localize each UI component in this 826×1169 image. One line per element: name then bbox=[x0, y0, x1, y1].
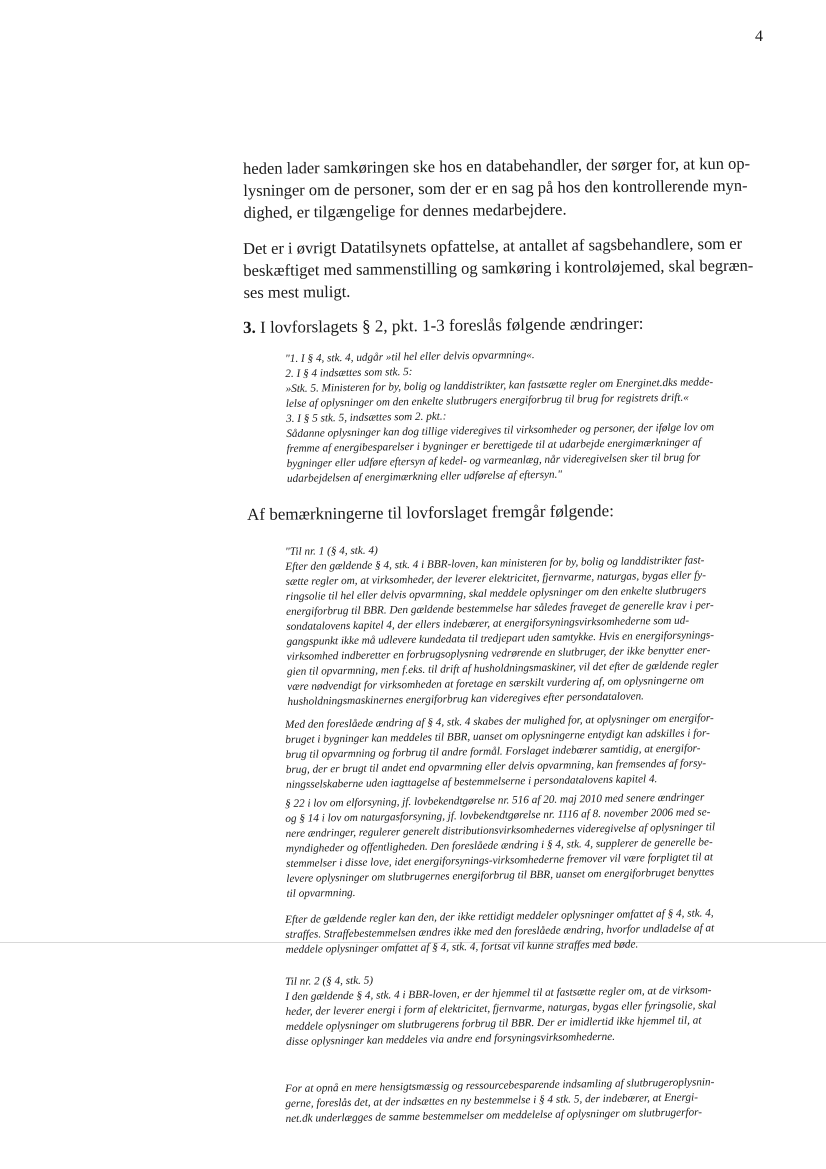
quote-line: Efter den gældende § 4, stk. 4 i BBR-loven, kan ministeren for by, bolig og landdistrikter fast- bbox=[285, 554, 705, 573]
quote-line: meddele oplysninger omfattet af § 4, stk. 4, fortsat vil kunne straffes med bøde. bbox=[285, 938, 639, 956]
quote-line: disse oplysninger kan meddeles via andre end forsyningsvirksomhederne. bbox=[285, 1030, 616, 1048]
quote-line: udarbejdelsen af energimærkning eller udførelse af eftersyn." bbox=[286, 468, 563, 485]
quote-line: gerne, foreslås det, at der indsættes en ny bestemmelse i § 4 stk. 5, der indebærer, at Energi- bbox=[285, 1091, 699, 1110]
quote-remarks-nr2 bbox=[285, 967, 776, 1050]
quote-line: gangspunkt ikke må udlevere kundedata til tredjepart uden samtykke. Hvis en energiforsynings- bbox=[286, 629, 715, 648]
quote-line: og § 14 i lov om naturgasforsyning, jf. lovbekendtgørelse nr. 1116 af 8. november 2006 med se- bbox=[285, 806, 711, 825]
quote-line: Efter de gældende regler kan den, der ikke rettidigt meddeler oplysninger omfattet af § 4, stk. 4, bbox=[285, 907, 714, 926]
quote-line: levere oplysninger om slutbrugernes energiforbrug til BBR, uanset om energiforbruget benyttes bbox=[286, 866, 715, 885]
text-line: ses mest muligt. bbox=[243, 281, 351, 302]
text-line: dighed, er tilgængelige for dennes medarbejdere. bbox=[243, 199, 567, 222]
quote-line: sætte regler om, at virksomheder, der leverer elektricitet, fjernvarme, naturgas, bygas eller fy- bbox=[285, 569, 706, 588]
quote-line: husholdningsmaskinernes energiforbrug kan videregives efter persondataloven. bbox=[287, 690, 645, 708]
quote-remarks-energinet bbox=[285, 1074, 776, 1127]
quote-line: "1. I § 4, stk. 4, udgår »til hel eller delvis opvarmning«. bbox=[285, 349, 535, 365]
quote-line: Med den foreslåede ændring af § 4, stk. 4 skabes der mulighed for, at oplysninger om energifor- bbox=[285, 712, 714, 731]
quote-line: stemmelser i disse love, idet energiforsynings-virksomhederne fremover vil være forpligtet til at bbox=[285, 851, 714, 870]
text-line: lysninger om de personer, som der er en sag på hos den kontrollerende myn- bbox=[243, 175, 748, 200]
quote-line: ringsolie til hel eller delvis opvarmning, skal meddele oplysninger om den enkelte slutbrugers bbox=[285, 584, 707, 603]
quote-line: sondatalovens kapitel 4, der ellers indebærer, at energiforsyningsvirksomhederne som ud- bbox=[286, 614, 690, 633]
remarks-heading: Af bemærkningerne til lovforslaget fremgår følgende: bbox=[247, 501, 614, 524]
section-number: 3. bbox=[243, 317, 256, 337]
text-line: beskæftiget med sammenstilling og samkøring i kontroløjemed, skal begræn- bbox=[243, 255, 754, 280]
quote-line: være nødvendigt for virksomheden at foretage en særskilt vurdering af, om oplysningerne om bbox=[287, 674, 704, 693]
quote-line: energiforbrug til BBR. Den gældende bestemmelse har således fraveget de generelle krav i per- bbox=[285, 599, 714, 618]
quote-remarks-change bbox=[285, 710, 776, 793]
quote-line: »Stk. 5. Ministeren for by, bolig og landdistrikter, kan fastsætte regler om Energinet.dks medde- bbox=[285, 376, 714, 395]
quote-line: gien til opvarmning, men f.eks. til drift af husholdningsmaskiner, vil det efter de gældende regler bbox=[286, 659, 719, 678]
text-line: heden lader samkøringen ske hos en databehandler, der sørger for, at kun op- bbox=[243, 153, 751, 178]
page-number: 4 bbox=[755, 28, 763, 45]
quote-line: myndigheder og offentligheden. Den foreslåede ændring i § 4, stk. 4, supplerer de generelle be- bbox=[285, 836, 713, 855]
quote-remarks-nr1 bbox=[285, 537, 778, 710]
quote-line: "Til nr. 1 (§ 4, stk. 4) bbox=[285, 544, 378, 558]
quote-line: net.dk underlægges de samme bestemmelser om meddelelse af oplysninger om slutbrugerfor- bbox=[285, 1106, 703, 1125]
quote-line: bygninger eller udføre eftersyn af kedel- og varmeanlæg, når videregivelsen sker til brug for bbox=[286, 451, 701, 470]
quote-line: heder, der leverer energi i form af elektricitet, fjernvarme, naturgas, bygas eller fyringsolie, skal bbox=[285, 999, 717, 1018]
section-title: I lovforslagets § 2, pkt. 1-3 foreslås følgende ændringer: bbox=[255, 313, 644, 337]
quote-line: brug, der er brugt til andet end opvarmning eller delvis opvarmning, kan fremsendes af forsy- bbox=[285, 757, 707, 776]
quote-line: 2. I § 4 indsættes som stk. 5: bbox=[285, 366, 413, 380]
quote-line: lelse af oplysninger om den enkelte slutbrugers energiforbrug til brug for registrets drift.« bbox=[285, 391, 689, 410]
quote-line: ningsselskaberne uden iagttagelse af bestemmelserne i persondatalovens kapitel 4. bbox=[285, 773, 658, 791]
quote-line: nere ændringer, regulerer generelt distributionsvirksomhedernes videregivelse af oplysninger til bbox=[285, 821, 716, 840]
quote-line: meddele oplysninger om slutbrugerens forbrug til BBR. Der er imidlertid ikke hjemmel til, at bbox=[285, 1014, 702, 1033]
quote-line: straffes. Straffebestemmelsen ændres ikke med den foreslåede ændring, hvorfor undladelse af at bbox=[285, 922, 715, 941]
quote-line: brug til opvarmning og forbrug til andre formål. Forslaget indebærer samtidig, at energifor- bbox=[285, 742, 701, 761]
quote-line: I den gældende § 4, stk. 4 i BBR-loven, er der hjemmel til at fastsætte regler om, at de virksom- bbox=[285, 984, 712, 1003]
quote-proposed-amendments bbox=[285, 344, 777, 487]
quote-line: For at opnå en mere hensigtsmæssig og ressourcebesparende indsamling af slutbrugeroplysnin- bbox=[285, 1076, 715, 1095]
quote-line: Til nr. 2 (§ 4, stk. 5) bbox=[285, 974, 374, 988]
text-line: Det er i øvrigt Datatilsynets opfattelse, at antallet af sagsbehandlere, som er bbox=[243, 233, 743, 258]
quote-line: § 22 i lov om elforsyning, jf. lovbekendtgørelse nr. 516 af 20. maj 2010 med senere ændringer bbox=[285, 791, 705, 810]
section-3-heading bbox=[243, 314, 644, 338]
quote-line: 3. I § 5 stk. 5, indsættes som 2. pkt.: bbox=[285, 410, 447, 425]
quote-line: til opvarmning. bbox=[286, 886, 356, 900]
quote-remarks-penalty bbox=[285, 905, 776, 958]
quote-line: Sådanne oplysninger kan dog tillige videregives til virksomheder og personer, der ifølge lov om bbox=[286, 421, 715, 440]
quote-remarks-elforsyning bbox=[285, 789, 777, 902]
paragraph-continuation bbox=[243, 153, 769, 224]
quote-line: virksomhed indberetter en forbrugsoplysning vedrørende en slutbruger, der ikke benytter ener- bbox=[286, 644, 711, 663]
quote-line: fremme af energibesparelser i bygninger er berettigede til at udarbejde energimærkninger af bbox=[286, 436, 702, 455]
quote-line: bruget i bygninger kan meddeles til BBR, uanset om oplysningerne entydigt kan adskilles i for- bbox=[285, 727, 710, 746]
paragraph-datatilsynet-opinion bbox=[243, 233, 769, 304]
